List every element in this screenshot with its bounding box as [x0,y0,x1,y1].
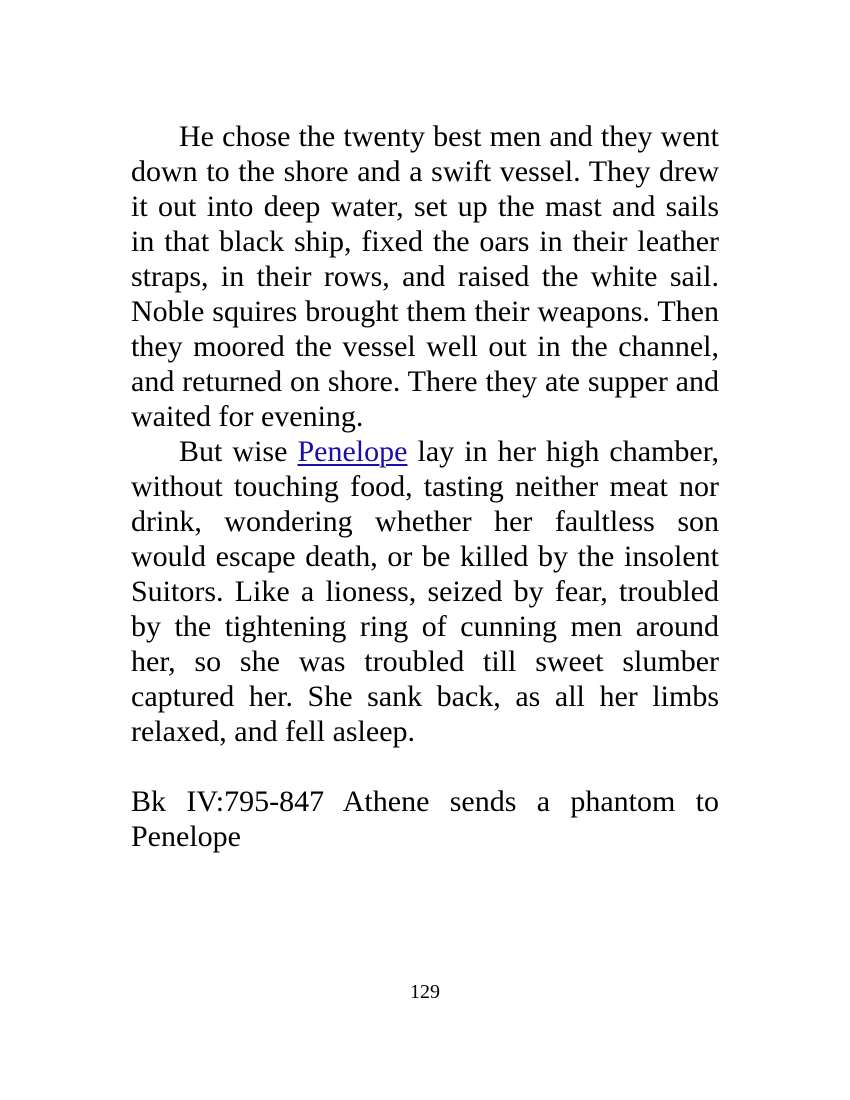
paragraph-text-before-link: But wise [179,435,298,468]
section-heading: Bk IV:795-847 Athene sends a phantom to Penelope [131,785,719,853]
paragraph-text-after-link: lay in her high chamber, without touching food, tasting neither meat nor drink, wondering whether her faultless son would escape death, or be killed by the insolent Suitors. Like a lioness, seized by fear, troubled by the tightening ring of cunning men around her, so she was troubled till sweet slumber captured her. She sank back, as all her limbs relaxed, and fell asleep. [131,435,719,748]
paragraph-ship-launch: He chose the twenty best men and they went down to the shore and a swift vessel. They drew it out into deep water, set up the mast and sails in that black ship, fixed the oars in their leather straps, in their rows, and raised the white sail. Noble squires brought them their weapons. Then they moored the vessel well out in the channel, and returned on shore. There they ate supper and waited for evening. [131,120,719,433]
paragraph-penelope-chamber [131,434,719,749]
page-body [131,119,719,854]
page-number: 129 [410,981,440,1003]
penelope-link[interactable]: Penelope [297,435,408,468]
